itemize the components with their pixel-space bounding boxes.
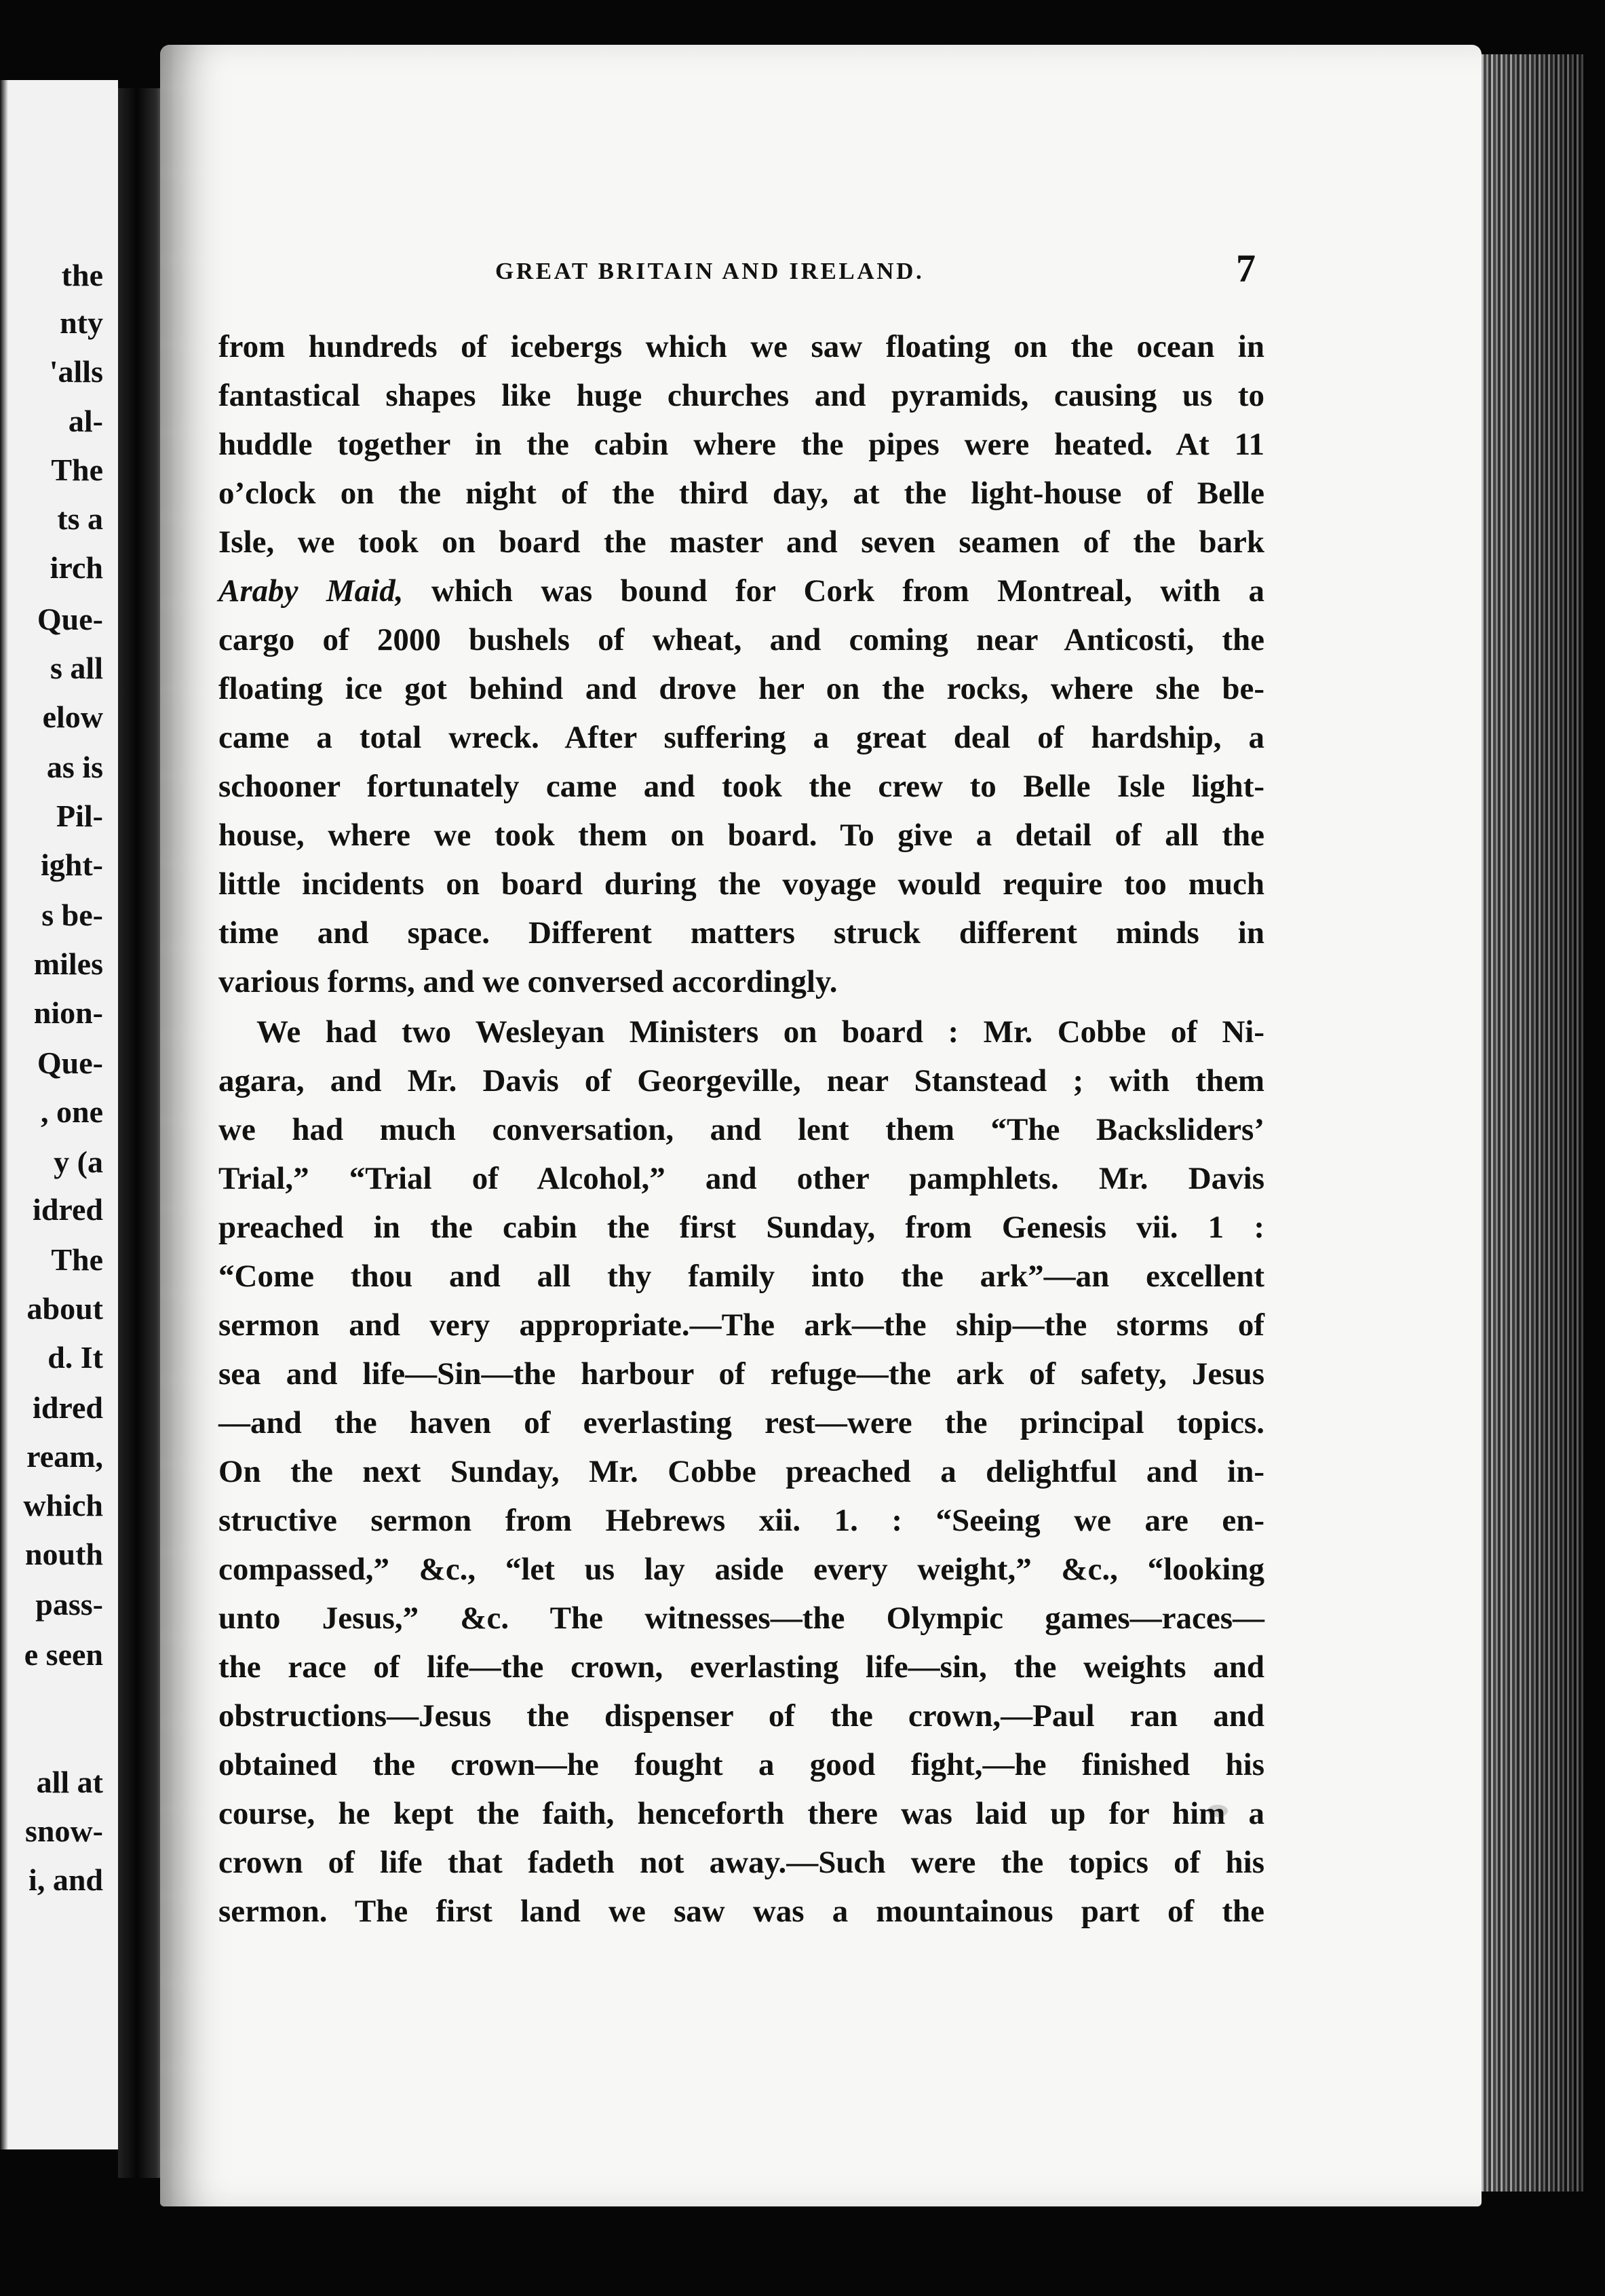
facing-page [0, 80, 118, 2149]
text-line: compassed,” &c., “let us lay aside every weight,” &c., “looking [218, 1552, 1264, 1587]
facing-page-fragment: about [26, 1291, 103, 1326]
text-line: fantastical shapes like huge churches and pyramids, causing us to [218, 378, 1264, 413]
text-line: cargo of 2000 bushels of wheat, and coming near Anticosti, the [218, 622, 1264, 657]
text-line: time and space. Different matters struck different minds in [218, 915, 1264, 951]
running-head: GREAT BRITAIN AND IRELAND. [495, 258, 925, 284]
facing-page-fragment: snow- [24, 1814, 103, 1848]
facing-page-fragment: , one [41, 1094, 103, 1129]
page-number: 7 [1236, 246, 1256, 290]
facing-page-fragment: elow [42, 700, 103, 734]
facing-page-fragment: idred [33, 1192, 103, 1227]
facing-page-fragment: s be- [41, 898, 103, 932]
text-line: “Come thou and all thy family into the ark”—an excellent [218, 1259, 1264, 1294]
text-line: schooner fortunately came and took the crew to Belle Isle light- [218, 769, 1264, 804]
text-line: sea and life—Sin—the harbour of refuge—the ark of safety, Jesus [218, 1356, 1264, 1392]
facing-page-fragment: y (a [54, 1145, 103, 1179]
text-line: o’clock on the night of the third day, at the light-house of Belle [218, 476, 1264, 511]
text-line: structive sermon from Hebrews xii. 1. : “Seeing we are en- [218, 1503, 1264, 1538]
facing-page-fragment: e seen [24, 1637, 103, 1672]
facing-page-fragment: d. It [47, 1340, 103, 1375]
text-line: various forms, and we conversed accordingly. [218, 964, 838, 999]
text-line: little incidents on board during the voyage would require too much [218, 866, 1264, 902]
page-edges [1482, 54, 1583, 2192]
facing-page-fragment: the [61, 258, 103, 292]
text-line: came a total wreck. After suffering a great deal of hardship, a [218, 720, 1264, 755]
facing-page-fragment: nion- [33, 995, 103, 1030]
facing-page-fragment: s all [50, 651, 103, 685]
facing-page-fragment: ight- [41, 847, 103, 882]
text-line: we had much conversation, and lent them “The Backsliders’ [218, 1112, 1264, 1147]
facing-page-fragment: irch [50, 550, 103, 585]
facing-page-fragment: nouth [24, 1537, 103, 1571]
text-line: preached in the cabin the first Sunday, from Genesis vii. 1 : [218, 1210, 1264, 1245]
ship-name: Araby Maid, [218, 573, 404, 609]
facing-page-fragment: ts a [57, 501, 103, 536]
text-line: Isle, we took on board the master and seven seamen of the bark [218, 524, 1264, 560]
text-span: which was bound for Cork from Montreal, with a [403, 573, 1264, 609]
facing-page-fragment: i, and [28, 1862, 103, 1897]
text-line: sermon and very appropriate.—The ark—the ship—the storms of [218, 1307, 1264, 1343]
text-line: sermon. The first land we saw was a mountainous part of the [218, 1894, 1264, 1929]
text-line: Trial,” “Trial of Alcohol,” and other pamphlets. Mr. Davis [218, 1161, 1264, 1196]
facing-page-fragment: The [51, 453, 103, 487]
text-line: —and the haven of everlasting rest—were the principal topics. [218, 1405, 1264, 1440]
facing-page-fragment: which [23, 1488, 103, 1523]
facing-page-fragment: as is [46, 750, 103, 784]
text-line: the race of life—the crown, everlasting life—sin, the weights and [218, 1649, 1264, 1685]
text-line [218, 575, 1264, 607]
facing-page-fragment: ream, [26, 1439, 103, 1474]
facing-page-fragment: nty [60, 305, 103, 340]
text-line: floating ice got behind and drove her on the rocks, where she be- [218, 671, 1264, 706]
text-line: unto Jesus,” &c. The witnesses—the Olympic games—races— [218, 1601, 1264, 1636]
facing-page-fragment: pass- [35, 1587, 103, 1622]
facing-page-fragment: all at [36, 1765, 103, 1799]
facing-page-fragment: al- [68, 404, 103, 438]
text-line: house, where we took them on board. To give a detail of all the [218, 818, 1264, 853]
text-line: crown of life that fadeth not away.—Such were the topics of his [218, 1845, 1264, 1880]
text-line: obstructions—Jesus the dispenser of the crown,—Paul ran and [218, 1698, 1264, 1734]
text-line: huddle together in the cabin where the pipes were heated. At 11 [218, 427, 1264, 462]
text-line: obtained the crown—he fought a good fight,—he finished his [218, 1747, 1264, 1782]
text-line: course, he kept the faith, henceforth there was laid up for him a [218, 1796, 1264, 1831]
text-line: We had two Wesleyan Ministers on board : Mr. Cobbe of Ni- [256, 1014, 1264, 1050]
facing-page-fragment: Que- [37, 602, 103, 636]
text-line: On the next Sunday, Mr. Cobbe preached a delightful and in- [218, 1454, 1264, 1489]
facing-page-fragment: Pil- [56, 799, 103, 833]
facing-page-fragment: The [51, 1242, 103, 1277]
facing-page-fragment: Que- [37, 1046, 103, 1080]
facing-page-fragment: idred [33, 1390, 103, 1425]
facing-page-edge [0, 80, 8, 2149]
text-line: agara, and Mr. Davis of Georgeville, near Stanstead ; with them [218, 1063, 1264, 1098]
text-line: from hundreds of icebergs which we saw floating on the ocean in [218, 329, 1264, 364]
facing-page-fragment: 'alls [49, 354, 103, 389]
facing-page-fragment: miles [33, 946, 103, 981]
